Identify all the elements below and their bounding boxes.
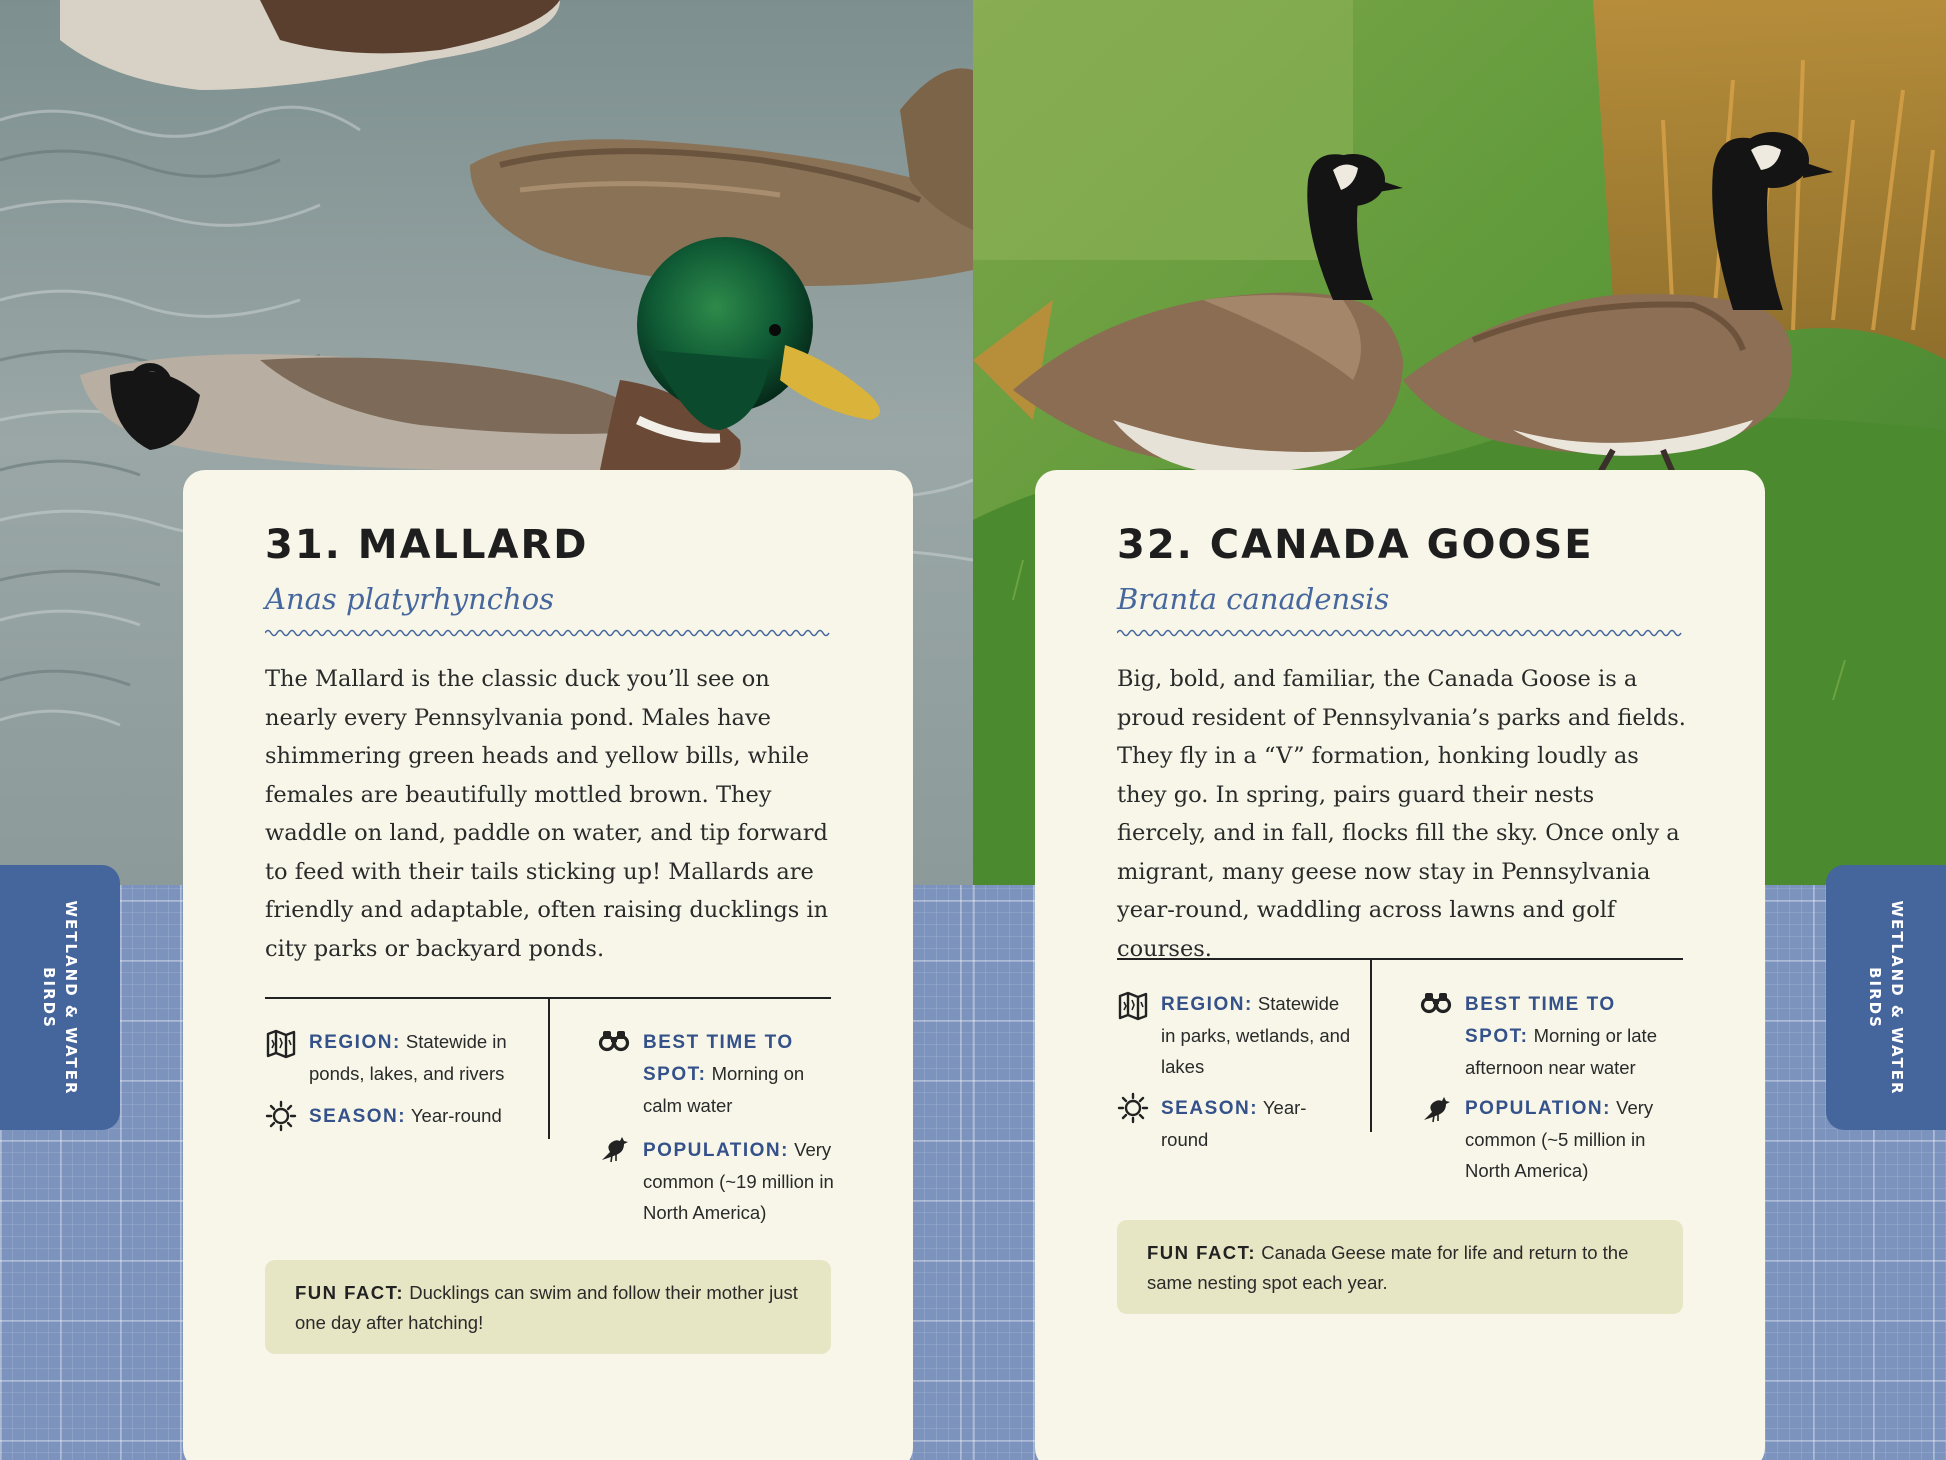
species-card-canada-goose (1035, 470, 1765, 1460)
binoculars-icon (598, 1024, 630, 1056)
fun-fact-value: Ducklings can swim and follow their mother just one day after hatching! (295, 1282, 798, 1333)
region-label: REGION: (309, 1032, 401, 1053)
map-icon (265, 1028, 297, 1060)
season-stat (1161, 1092, 1351, 1155)
species-title: 32. CANADA GOOSE (1117, 522, 1594, 568)
stats-column-divider (1370, 960, 1372, 1132)
fun-fact-label: FUN FACT: (1147, 1242, 1257, 1263)
season-value: Year-round (410, 1105, 502, 1126)
best-time-value: Morning on calm water (643, 1063, 805, 1116)
bird-icon (1420, 1092, 1452, 1124)
best-time-label: BEST TIME TO SPOT: (643, 1032, 794, 1085)
best-time-stat (1465, 988, 1665, 1083)
region-stat (309, 1026, 519, 1089)
right-page (973, 0, 1946, 1460)
fun-fact-value: Canada Geese mate for life and return to the same nesting spot each year. (1147, 1242, 1629, 1293)
section-tab[interactable] (0, 865, 120, 1130)
fun-fact-box (265, 1260, 831, 1354)
season-stat (309, 1100, 519, 1132)
wavy-divider (265, 628, 831, 638)
species-title: 31. MALLARD (265, 522, 589, 568)
population-stat (643, 1134, 843, 1228)
bird-icon (598, 1132, 630, 1164)
binoculars-icon (1420, 986, 1452, 1018)
map-icon (1117, 990, 1149, 1022)
best-time-stat (643, 1026, 843, 1121)
section-tab[interactable] (1826, 865, 1946, 1130)
stats-column-divider (548, 999, 550, 1139)
best-time-label: BEST TIME TO SPOT: (1465, 994, 1616, 1047)
population-label: POPULATION: (643, 1140, 789, 1161)
wavy-divider (1117, 628, 1683, 638)
season-value: Year-round (1161, 1097, 1307, 1150)
species-description: Big, bold, and familiar, the Canada Goose is a proud resident of Pennsylvania’s parks and fields. They fly in a “V” formation, honking loudly as they go. In spring, pairs guard their nests fiercely, and in fall, flocks fill the sky. Once only a migrant, many geese now stay in Pennsylvania year-round, waddling across lawns and golf courses. (1117, 666, 1686, 962)
fun-fact-box (1117, 1220, 1683, 1314)
region-stat (1161, 988, 1351, 1082)
latin-name: Anas platyrhynchos (265, 582, 555, 616)
population-value: Very common (~5 million in North America) (1465, 1097, 1654, 1181)
population-stat (1465, 1092, 1665, 1186)
region-value: Statewide in ponds, lakes, and rivers (309, 1031, 507, 1084)
region-label: REGION: (1161, 994, 1253, 1015)
species-card-mallard (183, 470, 913, 1460)
section-tab-label: WETLAND & WATER BIRDS (1866, 899, 1906, 1096)
latin-name: Branta canadensis (1117, 582, 1390, 616)
species-description: The Mallard is the classic duck you’ll see on nearly every Pennsylvania pond. Males have shimmering green heads and yellow bills, while females are beautifully mottled brown. They waddle on land, paddle on water, and tip forward to feed with their tails sticking up! Mallards are friendly and adaptable, often raising ducklings in city parks or backyard ponds. (265, 666, 829, 962)
season-sun-icon (265, 1100, 297, 1132)
fun-fact-label: FUN FACT: (295, 1282, 405, 1303)
population-label: POPULATION: (1465, 1098, 1611, 1119)
season-label: SEASON: (309, 1106, 407, 1127)
season-sun-icon (1117, 1092, 1149, 1124)
season-label: SEASON: (1161, 1098, 1259, 1119)
population-value: Very common (~19 million in North America) (643, 1139, 834, 1223)
best-time-value: Morning or late afternoon near water (1465, 1025, 1657, 1078)
region-value: Statewide in parks, wetlands, and lakes (1161, 993, 1351, 1077)
section-tab-label: WETLAND & WATER BIRDS (40, 899, 80, 1096)
